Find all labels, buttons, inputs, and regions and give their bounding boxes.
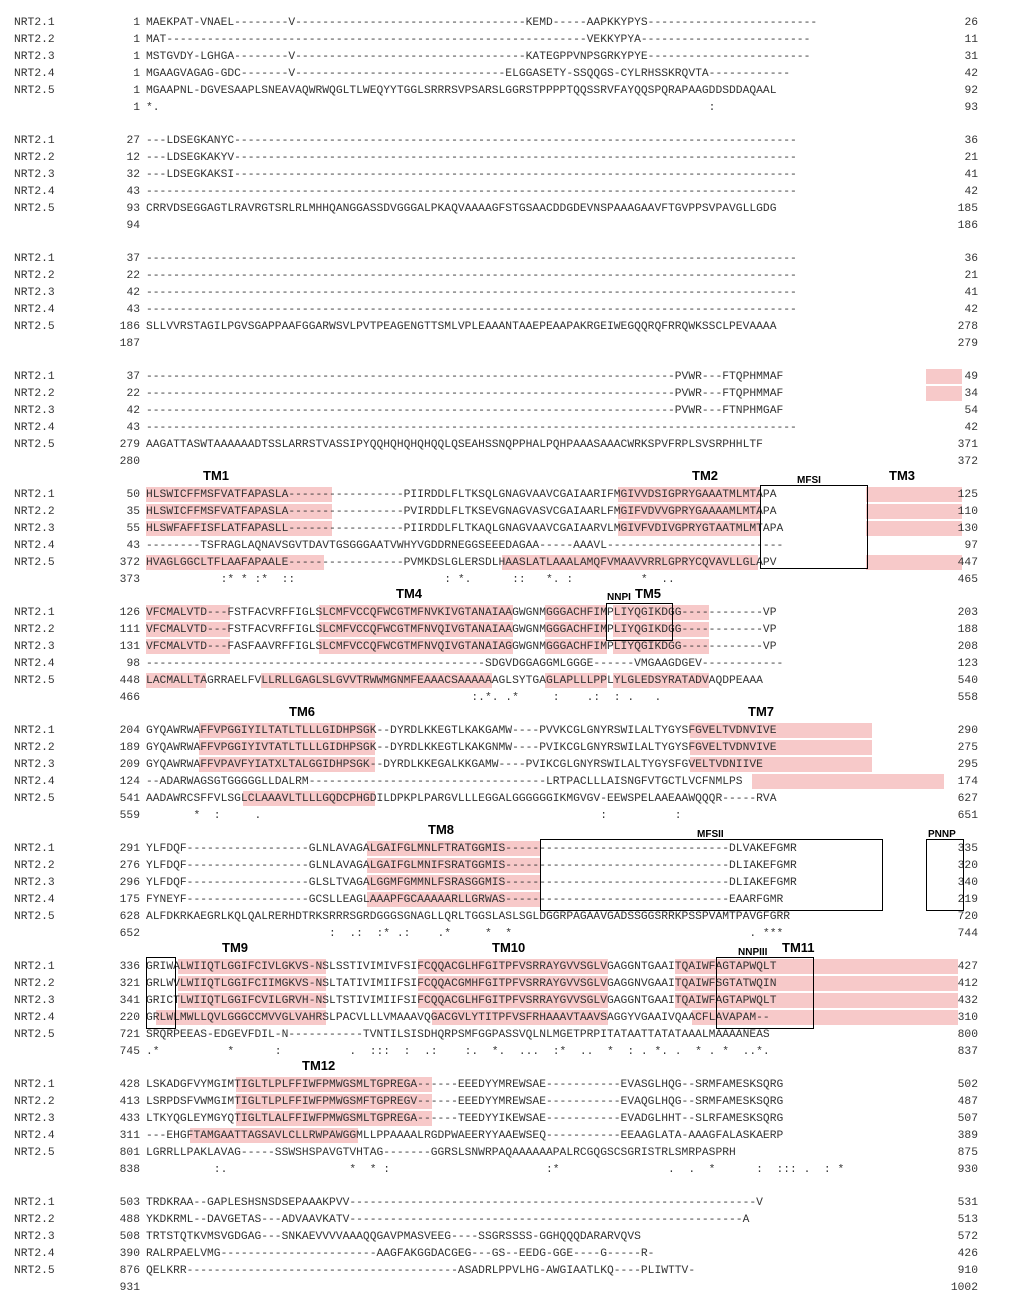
- sequence-name: NRT2.1: [14, 371, 55, 383]
- sequence-residues: TRDKRAA--GAPLESHSNSDSEPAAAKPVV------------------------------------------------------------V: [146, 1197, 763, 1209]
- end-position: 389: [957, 1130, 978, 1142]
- end-position: 572: [957, 1231, 978, 1243]
- end-position: 31: [964, 51, 978, 63]
- start-position: 428: [119, 1079, 140, 1091]
- sequence-name: NRT2.5: [14, 1029, 55, 1041]
- start-position: 186: [119, 321, 140, 333]
- sequence-residues: MAT--------------------------------------------------------------VEKKYPYA-------------------------: [146, 34, 811, 46]
- sequence-residues: LSRPDSFVWMGIMTIGLTLPLFFIWFPMWGSMFTGPREGV------EEEDYYMREWSAE-----------EVAQGLHQG--SRMFAMESKSQRG: [146, 1096, 784, 1108]
- start-position: 204: [119, 725, 140, 737]
- consensus-start: 373: [119, 574, 140, 586]
- end-position: 310: [957, 1012, 978, 1024]
- end-position: 290: [957, 725, 978, 737]
- end-position: 507: [957, 1113, 978, 1125]
- consensus-end: 558: [957, 692, 978, 704]
- consensus-end: 93: [964, 102, 978, 114]
- start-position: 131: [119, 641, 140, 653]
- sequence-name: NRT2.2: [14, 860, 55, 872]
- sequence-residues: GRLWLMWLLQVLGGGCCMVVGLVAHRSLPACVLLLVMAAAVQGACGVLYTITPFVSFRHAAAVTAAVSAGGYVGAAIVQAACFLAVAPAM--: [146, 1012, 770, 1024]
- start-position: 1: [133, 85, 140, 97]
- sequence-residues: ------------------------------------------------------------------------------PVWR---FTQPHMMAF: [146, 371, 784, 383]
- sequence-name: NRT2.4: [14, 776, 55, 788]
- start-position: 1: [133, 68, 140, 80]
- sequence-name: NRT2.3: [14, 523, 55, 535]
- sequence-name: NRT2.4: [14, 1012, 55, 1024]
- sequence-name: NRT2.3: [14, 877, 55, 889]
- start-position: 341: [119, 995, 140, 1007]
- pnnp-box: [926, 839, 964, 911]
- consensus-line: *. :: [146, 102, 716, 114]
- start-position: 220: [119, 1012, 140, 1024]
- end-position: 125: [957, 489, 978, 501]
- end-position: 275: [957, 742, 978, 754]
- sequence-name: NRT2.1: [14, 17, 55, 29]
- start-position: 37: [126, 371, 140, 383]
- end-position: 371: [957, 439, 978, 451]
- sequence-name: NRT2.3: [14, 1113, 55, 1125]
- consensus-line: :. * * : :* . . * : ::: . : *: [146, 1164, 845, 1176]
- start-position: 189: [119, 742, 140, 754]
- sequence-residues: ------------------------------------------------------------------------------PVWR---FTQPHMMAF: [146, 388, 784, 400]
- sequence-name: NRT2.2: [14, 1214, 55, 1226]
- consensus-end: 930: [957, 1164, 978, 1176]
- sequence-residues: QELKRR----------------------------------------ASADRLPPVLHG-AWGIAATLKQ----PLIWTTV-: [146, 1265, 696, 1277]
- tm7-label: TM7: [748, 704, 774, 719]
- sequence-residues: VFCMALVTD---FASFAAVRFFIGLSLCMFVCCQFWCGTMFNVQIVGTANAIAGGWGNMGGGACHFIMPLIYQGIKDGG------------VP: [146, 641, 777, 653]
- consensus-start: 1: [133, 102, 140, 114]
- end-position: 278: [957, 321, 978, 333]
- sequence-name: NRT2.2: [14, 978, 55, 990]
- end-position: 219: [957, 894, 978, 906]
- consensus-start: 94: [126, 220, 140, 232]
- sequence-residues: ------------------------------------------------------------------------------------------------: [146, 422, 797, 434]
- sequence-residues: HLSWFAFFISFLATFAPASLL-----------------PIIRDDLFLTKAQLGNAGVAAVCGAIAARVLMGIVFVDIVGPRYGTAATMLMTAPA: [146, 523, 784, 535]
- sequence-name: NRT2.5: [14, 793, 55, 805]
- consensus-start: 652: [119, 928, 140, 940]
- sequence-residues: HVAGLGGCLTFLAAFAPAALE-----------------PVMKDSLGLERSDLHAASLATLAAALAMQFVMAAVVRRLGPRYCQVAVLLGLAPV: [146, 557, 777, 569]
- end-position: 42: [964, 68, 978, 80]
- sequence-name: NRT2.2: [14, 270, 55, 282]
- end-position: 627: [957, 793, 978, 805]
- end-position: 203: [957, 607, 978, 619]
- sequence-name: NRT2.4: [14, 68, 55, 80]
- start-position: 93: [126, 203, 140, 215]
- end-position: 41: [964, 169, 978, 181]
- start-position: 311: [119, 1130, 140, 1142]
- consensus-end: 279: [957, 338, 978, 350]
- sequence-name: NRT2.5: [14, 675, 55, 687]
- sequence-residues: LACMALLTAGRRAELFVLLRLLGAGLSLGVVTRWWMGNMFEAAACSAAAAAAGLSYTGAGLAPLLLPPLYLGLEDSYRATADVAQDPEAAA: [146, 675, 763, 687]
- sequence-residues: LGRRLLPAKLAVAG-----SSWSHSPAVGTVHTAG-------GGRSLSNWRPAQAAAAAAPALRCGQGSCSGRISTRLSMRPASPRH: [146, 1147, 736, 1159]
- sequence-name: NRT2.2: [14, 506, 55, 518]
- start-position: 43: [126, 540, 140, 552]
- consensus-end: 651: [957, 810, 978, 822]
- consensus-line: .* * : . ::: : .: :. *. ... :* .. * : . *. . * . * ..*.: [146, 1046, 770, 1058]
- sequence-name: NRT2.4: [14, 186, 55, 198]
- start-position: 433: [119, 1113, 140, 1125]
- sequence-residues: VFCMALVTD---FSTFACVRFFIGLSLCMFVCCQFWCGTMFNVKIVGTANAIAAGWGNMGGGACHFIMPLIYQGIKDGG------------VP: [146, 607, 777, 619]
- sequence-name: NRT2.2: [14, 34, 55, 46]
- nnpiii-label: NNPIII: [738, 947, 768, 958]
- end-position: 34: [964, 388, 978, 400]
- consensus-end: 465: [957, 574, 978, 586]
- sequence-name: NRT2.4: [14, 304, 55, 316]
- sequence-name: NRT2.4: [14, 658, 55, 670]
- start-position: 50: [126, 489, 140, 501]
- sequence-name: NRT2.2: [14, 1096, 55, 1108]
- sequence-name: NRT2.3: [14, 287, 55, 299]
- end-position: 11: [964, 34, 978, 46]
- consensus-start: 745: [119, 1046, 140, 1058]
- end-position: 21: [964, 152, 978, 164]
- sequence-name: NRT2.1: [14, 1079, 55, 1091]
- start-position: 291: [119, 843, 140, 855]
- sequence-residues: CRRVDSEGGAGTLRAVRGTSRLRLMHHQANGGASSDVGGGALPKAQVAAAAGFSTGSAACDDGDEVNSPAAAGAAVFTGVPPSVPAVGLLGDG: [146, 203, 777, 215]
- end-position: 320: [957, 860, 978, 872]
- consensus-line: : .: :* .: .* * * . ***: [146, 928, 784, 940]
- end-position: 875: [957, 1147, 978, 1159]
- end-position: 432: [957, 995, 978, 1007]
- mfsii-box: [540, 839, 883, 911]
- sequence-residues: ---LDSEGKAKYV-----------------------------------------------------------------------------------: [146, 152, 797, 164]
- sequence-residues: AAGATTASWTAAAAAADTSSLARRSTVASSIPYQQHQHQHQHQQLQSEAHSSNQPPHALPQHPAAASAAACWRKSPVFRPLSVSRPHHLTF: [146, 439, 763, 451]
- end-position: 208: [957, 641, 978, 653]
- sequence-name: NRT2.5: [14, 439, 55, 451]
- end-position: 188: [957, 624, 978, 636]
- consensus-line: :* * :* :: : *. :: *. : * ..: [146, 574, 675, 586]
- sequence-name: NRT2.3: [14, 995, 55, 1007]
- sequence-name: NRT2.4: [14, 422, 55, 434]
- start-position: 22: [126, 270, 140, 282]
- tm3-label: TM3: [889, 468, 915, 483]
- sequence-residues: --ADARWAGSGTGGGGGLLDALRM-----------------------------------LRTPACLLLAISNGFVTGCTLVCFNMLPS: [146, 776, 743, 788]
- tm1-label: TM1: [203, 468, 229, 483]
- sequence-residues: HLSWICFFMSFVATFAPASLA-----------------PIIRDDLFLTKSQLGNAGVAAVCGAIAARIFMGIVVDSIGPRYGAAATMLMTAPA: [146, 489, 777, 501]
- start-position: 279: [119, 439, 140, 451]
- start-position: 390: [119, 1248, 140, 1260]
- end-position: 335: [957, 843, 978, 855]
- sequence-name: NRT2.2: [14, 624, 55, 636]
- tm9-label: TM9: [222, 940, 248, 955]
- end-position: 41: [964, 287, 978, 299]
- start-position: 111: [119, 624, 140, 636]
- mfsi-label: MFSI: [797, 475, 821, 486]
- start-position: 42: [126, 287, 140, 299]
- start-position: 35: [126, 506, 140, 518]
- end-position: 910: [957, 1265, 978, 1277]
- end-position: 295: [957, 759, 978, 771]
- sequence-residues: ------------------------------------------------------------------------------------------------: [146, 304, 797, 316]
- sequence-name: NRT2.5: [14, 1147, 55, 1159]
- consensus-end: 837: [957, 1046, 978, 1058]
- start-position: 876: [119, 1265, 140, 1277]
- start-position: 801: [119, 1147, 140, 1159]
- end-position: 427: [957, 961, 978, 973]
- sequence-residues: FYNEYF------------------GCSLLEAGLAAAPFGCAAAAARLLGRWAS---------------------------------EAARFGMR: [146, 894, 784, 906]
- end-position: 54: [964, 405, 978, 417]
- sequence-residues: LSKADGFVYMGIMTIGLTLPLFFIWFPMWGSMLTGPREGA------EEEDYYMREWSAE-----------EVASGLHQG--SRMFAMESKSQRG: [146, 1079, 784, 1091]
- sequence-name: NRT2.5: [14, 85, 55, 97]
- start-position: 43: [126, 186, 140, 198]
- end-position: 502: [957, 1079, 978, 1091]
- sequence-residues: ------------------------------------------------------------------------------PVWR---FTNPHMGAF: [146, 405, 784, 417]
- consensus-start: 838: [119, 1164, 140, 1176]
- sequence-name: NRT2.5: [14, 557, 55, 569]
- sequence-residues: MGAAGVAGAG-GDC-------V-------------------------------ELGGASETY-SSQQGS-CYLRHSSKRQVTA------------: [146, 68, 791, 80]
- end-position: 42: [964, 186, 978, 198]
- start-position: 22: [126, 388, 140, 400]
- start-position: 43: [126, 422, 140, 434]
- consensus-start: 931: [119, 1282, 140, 1294]
- start-position: 32: [126, 169, 140, 181]
- sequence-residues: MSTGVDY-LGHGA--------V----------------------------------KATEGPPVNPSGRKYPYE------------------------: [146, 51, 811, 63]
- tm4-label: TM4: [396, 586, 422, 601]
- start-position: 508: [119, 1231, 140, 1243]
- end-position: 26: [964, 17, 978, 29]
- sequence-name: NRT2.3: [14, 405, 55, 417]
- sequence-residues: TRTSTQTKVMSVGDGAG---SNKAEVVVVAAAQQGAVPMASVEEG----SSGRSSSS-GGHQQQDARARVQVS: [146, 1231, 641, 1243]
- mfsi-box: [760, 485, 868, 569]
- start-position: 43: [126, 304, 140, 316]
- sequence-residues: SRQRPEEAS-EDGEVFDIL-N-----------TVNTILSISDHQRPSMFGGPASSVQLNLMGETPRPITATAATTATATAAALMAAAANEAS: [146, 1029, 770, 1041]
- sequence-residues: YLFDQF------------------GLNLAVAGALGAIFGLMNLFTRATGGMIS---------------------------------DLVAKEFGMR: [146, 843, 797, 855]
- end-position: 92: [964, 85, 978, 97]
- sequence-residues: GRLWVLWIIQTLGGIFCIIMGKVS-NSLTATIVIMIIFSIFCQQACGMHFGITPFVSRRAYGVVSGLVGAGGNVGAAITQAIWFSGTATWQIN: [146, 978, 777, 990]
- start-position: 27: [126, 135, 140, 147]
- end-position: 130: [957, 523, 978, 535]
- sequence-name: NRT2.5: [14, 321, 55, 333]
- sequence-name: NRT2.4: [14, 894, 55, 906]
- end-position: 800: [957, 1029, 978, 1041]
- start-position: 175: [119, 894, 140, 906]
- sequence-residues: GRIWALWIIQTLGGIFCIVLGKVS-NSLSSTIVIMIVFSIFCQQACGLHFGITPFVSRRAYGVVSGLVGAGGNTGAAITQAIWFAGTAPWQLT: [146, 961, 777, 973]
- sequence-residues: --------------------------------------------------SDGVDGGAGGMLGGGE------VMGAAGDGEV------------: [146, 658, 784, 670]
- start-position: 721: [119, 1029, 140, 1041]
- start-position: 1: [133, 17, 140, 29]
- sequence-residues: VFCMALVTD---FSTFACVRFFIGLSLCMFVCCQFWCGTMFNVQIVGTANAIAAGWGNMGGGACHFIMPLIYQGIKDGG------------VP: [146, 624, 777, 636]
- tm2-label: TM2: [692, 468, 718, 483]
- sequence-residues: YKDKRML--DAVGETAS---ADVAAVKATV----------------------------------------------------------A: [146, 1214, 750, 1226]
- tm6-label: TM6: [289, 704, 315, 719]
- sequence-residues: --------TSFRAGLAQNAVSGVTDAVTGSGGGAATVWHYVGDDRNEGGSEEEDAGAA-----AAAVL--------------------------: [146, 540, 784, 552]
- nnpi-box: [606, 603, 673, 641]
- sequence-residues: LTKYQGLEYMGYQTIGLTLALFFIWFPMWGSMLTGPREGA------TEEDYYIKEWSAE-----------EVADGLHHT--SLRFAMESKSQRG: [146, 1113, 784, 1125]
- end-position: 426: [957, 1248, 978, 1260]
- mfsii-label: MFSII: [697, 829, 724, 840]
- end-position: 42: [964, 304, 978, 316]
- end-position: 21: [964, 270, 978, 282]
- sequence-name: NRT2.5: [14, 203, 55, 215]
- start-position: 276: [119, 860, 140, 872]
- sequence-residues: HLSWICFFMSFVATFAPASLA-----------------PVIRDDLFLTKSEVGNAGVASVCGAIAARLFMGIFVDVVGPRYGAAAAMLMTAPA: [146, 506, 777, 518]
- sequence-name: NRT2.4: [14, 540, 55, 552]
- sequence-name: NRT2.3: [14, 1231, 55, 1243]
- sequence-residues: GYQAWRWAFFVPGGIYILTATLTLLLGIDHPSGK--DYRDLKKEGTLKAKGAMW----PVVKCGLGNYRSWILALTYGYSFGVELTVDNVIVE: [146, 725, 777, 737]
- end-position: 42: [964, 422, 978, 434]
- sequence-name: NRT2.1: [14, 961, 55, 973]
- end-position: 531: [957, 1197, 978, 1209]
- sequence-residues: ---EHGFTAMGAATTAGSAVLCLLRWPAWGGMLLPPAAAALRGDPWAEERYYAAEWSEQ-----------EEAAGLATA-AAAGFALASKAERP: [146, 1130, 784, 1142]
- start-position: 126: [119, 607, 140, 619]
- tm12-label: TM12: [302, 1058, 336, 1073]
- start-position: 12: [126, 152, 140, 164]
- start-position: 336: [119, 961, 140, 973]
- consensus-end: 372: [957, 456, 978, 468]
- tm8-label: TM8: [428, 822, 454, 837]
- end-position: 97: [964, 540, 978, 552]
- sequence-residues: YLFDQF------------------GLNLAVAGALGAIFGLMNIFSRATGGMIS---------------------------------DLIAKEFGMR: [146, 860, 797, 872]
- start-position: 628: [119, 911, 140, 923]
- end-position: 447: [957, 557, 978, 569]
- consensus-start: 466: [119, 692, 140, 704]
- start-position: 372: [119, 557, 140, 569]
- consensus-start: 187: [119, 338, 140, 350]
- sequence-residues: ------------------------------------------------------------------------------------------------: [146, 270, 797, 282]
- pnnp-label: PNNP: [928, 829, 956, 840]
- end-position: 340: [957, 877, 978, 889]
- start-position: 488: [119, 1214, 140, 1226]
- sequence-name: NRT2.1: [14, 1197, 55, 1209]
- start-position: 209: [119, 759, 140, 771]
- consensus-end: 744: [957, 928, 978, 940]
- sequence-name: NRT2.1: [14, 489, 55, 501]
- tm11-label: TM11: [782, 940, 815, 955]
- end-position: 36: [964, 135, 978, 147]
- sequence-name: NRT2.1: [14, 135, 55, 147]
- consensus-line: :.*. .* : .: : . .: [146, 692, 662, 704]
- sequence-residues: YLFDQF------------------GLSLTVAGALGGMFGMMNLFSRASGGMIS---------------------------------DLIAKEFGMR: [146, 877, 797, 889]
- sequence-name: NRT2.3: [14, 759, 55, 771]
- consensus-start: 280: [119, 456, 140, 468]
- sequence-residues: ------------------------------------------------------------------------------------------------: [146, 186, 797, 198]
- start-position: 503: [119, 1197, 140, 1209]
- end-position: 487: [957, 1096, 978, 1108]
- sequence-residues: GRICTLWIIQTLGGIFCVILGRVH-NSLTSTIVIMIIFSIFCQQACGLHFGITPFVSRRAYGVVSGLVGAGGNTGAAITQAIWFAGTAPWQLT: [146, 995, 777, 1007]
- sequence-name: NRT2.5: [14, 1265, 55, 1277]
- start-position: 321: [119, 978, 140, 990]
- sequence-name: NRT2.3: [14, 51, 55, 63]
- end-position: 720: [957, 911, 978, 923]
- sequence-residues: AADAWRCSFFVLSGLCLAAAVLTLLLGQDCPHGDILDPKPLPARGVLLLEGGALGGGGGGIKMGVGV-EEWSPELAAEAAWQQQR-----RVA: [146, 793, 777, 805]
- start-position: 541: [119, 793, 140, 805]
- sequence-name: NRT2.1: [14, 843, 55, 855]
- start-position: 448: [119, 675, 140, 687]
- sequence-residues: MAEKPAT-VNAEL--------V----------------------------------KEMD-----AAPKKYPYS-------------------------: [146, 17, 818, 29]
- nnpi-label: NNPI: [607, 592, 631, 603]
- sequence-name: NRT2.3: [14, 641, 55, 653]
- start-position: 37: [126, 253, 140, 265]
- consensus-end: 1002: [950, 1282, 978, 1294]
- start-position: 1: [133, 34, 140, 46]
- start-position: 98: [126, 658, 140, 670]
- consensus-start: 559: [119, 810, 140, 822]
- sequence-residues: ------------------------------------------------------------------------------------------------: [146, 287, 797, 299]
- start-position: 124: [119, 776, 140, 788]
- start-position: 296: [119, 877, 140, 889]
- sequence-name: NRT2.2: [14, 742, 55, 754]
- sequence-name: NRT2.5: [14, 911, 55, 923]
- sequence-name: NRT2.3: [14, 169, 55, 181]
- sequence-name: NRT2.2: [14, 152, 55, 164]
- sequence-residues: GYQAWRWAFFVPAVFYIATXLTALGGIDHPSGK--DYRDLKKEGALKKGAMW----PVIKCGLGNYRSWILALTYGYSFGVELTVDNIIVE: [146, 759, 763, 771]
- consensus-line: * : . : :: [146, 810, 682, 822]
- end-position: 412: [957, 978, 978, 990]
- nnpiii-box: [716, 957, 814, 1029]
- end-position: 36: [964, 253, 978, 265]
- sequence-residues: ---LDSEGKANYC-----------------------------------------------------------------------------------: [146, 135, 797, 147]
- start-position: 413: [119, 1096, 140, 1108]
- start-position: 1: [133, 51, 140, 63]
- sequence-residues: SLLVVRSTAGILPGVSGAPPAAFGGARWSVLPVTPEAGENGTTSMLVPLEAAANTAAEPEAAPAKRGEIWEGQQRQFRRQWKSSCLPEVAAAA: [146, 321, 777, 333]
- sequence-residues: ALFDKRKAEGRLKQLQALRERHDTRKSRRRSGRDGGGSGNAGLLQRLTGGSLASLSGLDGGRPAGAAVGADSSGGSRRKPSSPVAMTPAVGFGRR: [146, 911, 791, 923]
- end-position: 123: [957, 658, 978, 670]
- sequence-residues: ------------------------------------------------------------------------------------------------: [146, 253, 797, 265]
- tm10-label: TM10: [492, 940, 526, 955]
- sequence-residues: RALRPAELVMG-----------------------AAGFAKGGDACGEG---GS--EEDG-GGE----G-----R-: [146, 1248, 655, 1260]
- sequence-residues: GYQAWRWAFFVPGGIYIVTATLTLLLGIDHPSGK--DYRDLKKEGTLKAKGNMW----PVIKCGLGNYRSWILALTYGYSFGVELTVDNVIVE: [146, 742, 777, 754]
- sequence-residues: ---LDSEGKAKSI-----------------------------------------------------------------------------------: [146, 169, 797, 181]
- end-position: 185: [957, 203, 978, 215]
- pnnp-box-continued: [146, 957, 176, 1029]
- sequence-residues: MGAAPNL-DGVESAAPLSNEAVAQWRWQGLTLWEQYYTGGLSRRRSVPSARSLGGRSTPPPPTQQSSRVFAYQQSPQRAPAAGDDSDDAQAAL: [146, 85, 777, 97]
- sequence-name: NRT2.1: [14, 607, 55, 619]
- start-position: 55: [126, 523, 140, 535]
- sequence-name: NRT2.4: [14, 1248, 55, 1260]
- start-position: 42: [126, 405, 140, 417]
- tm5-label: TM5: [635, 586, 661, 601]
- end-position: 540: [957, 675, 978, 687]
- end-position: 174: [957, 776, 978, 788]
- end-position: 110: [957, 506, 978, 518]
- end-position: 49: [964, 371, 978, 383]
- sequence-name: NRT2.1: [14, 253, 55, 265]
- sequence-name: NRT2.4: [14, 1130, 55, 1142]
- sequence-name: NRT2.1: [14, 725, 55, 737]
- consensus-end: 186: [957, 220, 978, 232]
- tm-highlight: [752, 774, 944, 789]
- end-position: 513: [957, 1214, 978, 1226]
- sequence-name: NRT2.2: [14, 388, 55, 400]
